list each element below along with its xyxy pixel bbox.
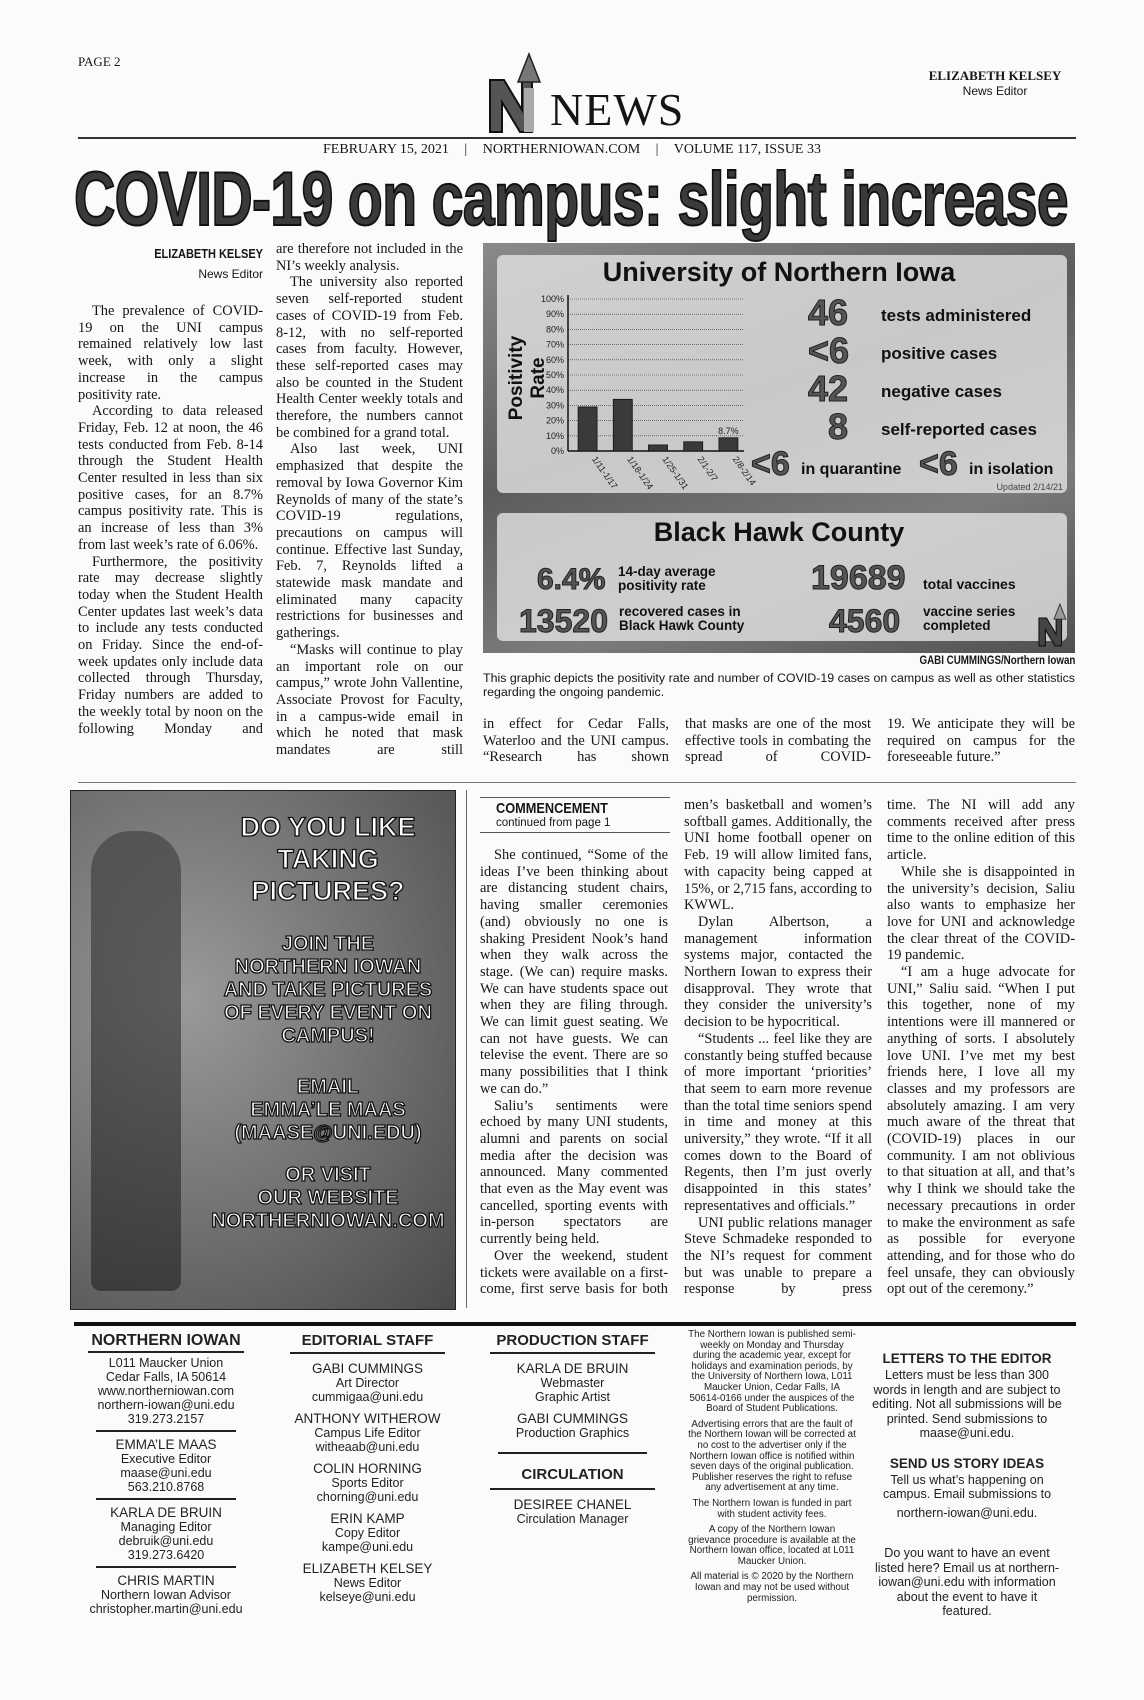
x-tick-label: 2/1-2/7 [695,454,720,484]
y-axis-label: Positivity Rate [506,335,549,421]
section-rule [78,782,1076,783]
paragraph: in effect for Cedar Falls, Waterloo and the UNI campus. “Research has shown [483,716,669,766]
paragraph: Dylan Albertson, a management information systems major, contacted the Northern Iowan to express their disapproval. They wrote that they consider the university’s decision to be hypocritical. [684,913,872,1031]
county-stat-label [619,605,744,633]
paragraph: “Masks will continue to play an important role on our campus,” wrote John Vallentine, Associate Provost for Faculty, in a campus-wide email in which he noted that mask mandates are still [276,641,463,759]
ad-line: EMMA’LE MAAS [250,1099,406,1121]
paragraph: She continued, “Some of the ideas I’ve been thinking about are distancing student chairs, having smaller ceremonies (and) obviously no one is shaking President Nook’s hand when they walk across the stage. (We can) require masks. We can have students space out when they are filing through. We can limit guest seating. We can not have guests. We can televise the event. There are so many possibilities that I think we can do.” [480,847,668,1097]
photographer-recruitment-ad [70,790,456,1310]
x-tick-label: 1/25-1/31 [660,454,691,492]
county-stat-value: 13520 [519,603,608,639]
uni-stat-value: 46 [808,292,849,333]
uni-stat-value: 42 [808,368,849,409]
paragraph: time. The NI will add any comments received after press time to the online edition of this article. [887,797,1075,864]
masthead-rule [78,137,1076,139]
paragraph: “Students ... feel like they are constantly being stuffed because of more important ‘priorities’ that seem to earn more revenue than the total time seniors spend in time and money at this university,” they wrote. “If it all comes down to the Board of Regents, then I’m just overly disappointed in this states’ representatives and officials.” [684,1030,872,1214]
staff-role: Managing Editor [120,1520,212,1534]
fineprint-paragraph: A copy of the Northern Iowan grievance procedure is available at the Northern Iowan office, located at L011 Maucker Union. [688,1524,856,1567]
staff-name: GABI CUMMINGS [516,1411,628,1426]
divider: | [464,142,468,157]
divider [96,1566,236,1568]
event-text: Do you want to have an event listed here? Email us at northern-iowan@uni.edu with information about the event to have it featured. [874,1546,1060,1618]
ad-line: OF EVERY EVENT ON [224,1002,432,1024]
staff-role: Production Graphics [515,1426,630,1440]
article-column-1 [78,303,263,768]
uni-stat-label: negative cases [881,382,1002,401]
website-link[interactable]: www.northerniowan.com [97,1384,235,1398]
staff-role: Executive Editor [120,1452,212,1466]
article-column-4 [685,716,871,768]
ad-line: JOIN THE [281,933,375,955]
ad-line: OUR WEBSITE [257,1187,399,1209]
section-title: NEWS [550,84,685,135]
label-line: 14-day average [618,564,716,579]
fineprint-paragraph: Advertising errors that are the fault of the Northern Iowan will be corrected at no cost to the advertiser only if the Northern Iowan office is notified within seven days of the original publication. Publisher reserves the right to refuse any advertisement at any time. [688,1418,856,1494]
ad-line: CAMPUS! [281,1025,375,1047]
staff-name: KARLA DE BRUIN [110,1505,222,1520]
label-line: recovered cases in [619,604,741,619]
county-stat-label: total vaccines [923,576,1016,592]
commencement-column-2 [684,797,872,1308]
ad-join [201,933,455,1048]
divider [96,1498,236,1500]
address-line: L011 Maucker Union [108,1356,224,1370]
production-title: PRODUCTION STAFF [490,1332,655,1354]
fineprint-paragraph: The Northern Iowan is funded in part with student activity fees. [692,1497,852,1520]
county-stat-value: 19689 [811,559,906,597]
volume-issue: VOLUME 117, ISSUE 33 [673,142,821,157]
y-tick-label: 70% [545,339,564,350]
northern-iowan-logo-icon [488,52,548,134]
ad-line: TAKING [277,844,379,874]
staff-name: GABI CUMMINGS [311,1361,423,1376]
uni-stat-label: positive cases [881,344,998,363]
northern-iowan-logo-icon [1037,603,1071,647]
paragraph: Furthermore, the positivity rate may decrease slightly today when the Student Health Center updates last week’s data to include any tests conducted on Friday. Since the end-of-week updates only include data collected through Thursday, Friday numbers are added to the weekly total by noon on the following Monday and [78,553,263,737]
fineprint-paragraph: All material is © 2020 by the Northern Iowan and may not be used without permission. [690,1571,854,1604]
y-tick-label: 60% [545,354,564,365]
staff-name: ERIN KAMP [330,1511,405,1526]
paragraph: are therefore not included in the NI’s weekly analysis. [276,241,463,274]
uni-stat-label: self-reported cases [881,420,1037,439]
letters-text: Letters must be less than 300 words in length and are subject to editing. Not all submissions will be printed. Send submissions to maase@uni.edu. [872,1368,1062,1440]
x-tick-label: 1/11-1/17 [589,454,620,491]
label-line: vaccine series [923,604,1016,619]
editor-title: News Editor [962,84,1028,98]
divider [498,1452,647,1454]
staff-name: DESIREE CHANEL [513,1497,632,1512]
county-stat-value: 6.4% [537,563,606,596]
uni-stat-value: 8 [828,406,849,447]
y-tick-label: 20% [545,415,564,426]
y-tick-label: 0% [550,446,564,456]
label-line: completed [923,618,991,633]
staff-role: Graphic Artist [534,1390,611,1404]
staff-name: EMMA’LE MAAS [115,1437,217,1452]
staff-role: Art Director [335,1376,400,1390]
ad-website [201,1164,455,1233]
section-logo [488,52,748,134]
staff-name: ELIZABETH KELSEY [302,1561,433,1576]
staff-role: Campus Life Editor [314,1426,421,1440]
page-number: PAGE 2 [78,54,121,69]
y-tick-label: 100% [540,294,564,304]
paragraph: men’s basketball and women’s softball games. Additionally, the UNI home football opener on Feb. 19 will allow limited fans, with capacity being capped at 15%, or 2,715 fans, according to KWWL. [684,797,872,914]
editorial-list [290,1362,445,1604]
photo-credit: GABI CUMMINGS/Northern Iowan [919,655,1075,667]
isolation-value: <6 [919,445,958,483]
ideas-title: SEND US STORY IDEAS [889,1455,1045,1471]
staff-role: Northern Iowan Advisor [101,1588,231,1602]
paragraph: The prevalence of COVID-19 on the UNI campus remained relatively low last week, with only a slight increase in the campus positivity rate. [78,303,263,403]
basketball-player-photo [91,831,181,1291]
staff-role: News Editor [333,1576,402,1590]
paragraph: Also last week, UNI emphasized that despite the removal by Iowa Governor Kim Reynolds of many of the state’s COVID-19 regulations, precautions on campus will continue. Effective last Sunday, Feb. 7, Reynolds lifted a statewide mask mandate and eliminated many capacity restrictions for businesses and gatherings. [276,441,463,642]
graphic-caption: This graphic depicts the positivity rate and number of COVID-19 cases on campus as well as other statistics regarding the ongoing pandemic. [483,671,1075,699]
article-column-5 [887,716,1075,768]
ad-line: NORTHERNIOWAN.COM [211,1210,445,1232]
staff-email[interactable]: debruik@uni.edu [118,1534,214,1548]
paper-contact [88,1332,244,1616]
y-tick-label: 90% [545,309,564,320]
uni-panel-title: University of Northern Iowa [602,257,956,287]
staff-name: CHRIS MARTIN [117,1573,215,1588]
bar [684,442,703,451]
issue-date: FEBRUARY 15, 2021 [323,142,449,157]
email-link[interactable]: northern-iowan@uni.edu [97,1398,235,1412]
editor-credit [910,68,1080,98]
paragraph: “I am a huge advocate for UNI,” Saliu said. “When I put this together, none of my intentions were ill mannered or anything of sorts. I absolutely love UNI. I’ve met my best friends here, I love all my classes and my professors are absolutely amazing. I am very much aware of the threat that (COVID-19) places in our community. I am not oblivious to that situation at all, and that’s why I think we should take the necessary precautions in order to make the environment as safe as possible for everyone attending, and for those who do feel unsafe, they can obviously opt out of the ceremony.” [887,964,1075,1298]
staff-email[interactable]: maase@uni.edu [120,1466,212,1480]
article-column-2 [276,241,463,768]
y-tick-label: 30% [545,400,564,411]
ad-headline [201,811,455,907]
paragraph: The university also reported seven self-reported student cases of COVID-19 from Feb. 8-12, with no self-reported cases from faculty. However, these self-reported cases may also be counted in the Student Health Center weekly totals and therefore, the numbers cannot be combined for a grand total. [276,274,463,441]
divider [96,1430,236,1432]
byline [78,247,263,281]
paragraph: UNI public relations manager Steve Schmadeke responded to the NI’s request for comment but was unable to prepare a response by press [684,1214,872,1298]
divider: | [655,142,659,157]
data-label: 8.7% [718,425,739,436]
paragraph: Over the weekend, student tickets were available on a first-come, first serve basis for both [480,1247,668,1298]
publication-fineprint [688,1330,856,1609]
uni-stat-value: <6 [808,330,850,371]
letters-title: LETTERS TO THE EDITOR [882,1351,1052,1366]
fineprint-paragraph: The Northern Iowan is published semi-weekly on Monday and Thursday during the academic year, except for holidays and examination periods, by the University of Northern Iowa, L011 Maucker Union, Cedar Falls, IA 50614-0166 under the auspices of the Board of Student Publications. [688,1329,856,1415]
bar [649,445,668,451]
ad-email [201,1076,455,1145]
circulation-title: CIRCULATION [490,1466,655,1490]
ad-line: DO YOU LIKE [240,812,416,842]
staff-name: KARLA DE BRUIN [516,1361,629,1376]
kicker-continued: continued from page 1 [496,817,611,829]
paragraph: Saliu’s sentiments were echoed by many UNI students, alumni and parents on social media after the decision was announced. Many commented that even as the May event was cancelled, sporting events with in-person spectators are currently being held. [480,1097,668,1248]
staff-role: Sports Editor [331,1476,404,1490]
bar [578,407,597,451]
ad-line: (MAASE@UNI.EDU) [234,1122,422,1144]
staffbox-rule [74,1322,1076,1326]
county-stat-label [618,565,716,593]
y-tick-label: 80% [545,324,564,335]
ad-line: EMAIL [296,1076,360,1098]
x-tick-label: 2/8-2/14 [730,454,758,488]
staff-role: Copy Editor [334,1526,401,1540]
updated-note: Updated 2/14/21 [996,482,1063,492]
editorial-title: EDITORIAL STAFF [290,1332,445,1354]
staff-email[interactable]: witheaab@uni.edu [315,1440,420,1454]
staff-email[interactable]: kampe@uni.edu [321,1540,414,1554]
quarantine-label: in quarantine [801,461,902,478]
staff-email[interactable]: christopher.martin@uni.edu [89,1602,243,1616]
paper-title: NORTHERN IOWAN [88,1332,244,1353]
reader-submissions [872,1350,1062,1619]
staff-phone: 319.273.6420 [127,1548,205,1562]
staff-role: Webmaster [540,1376,605,1390]
paragraph: According to data released Friday, Feb. 12 at noon, the 46 tests conducted from Feb. 8-14 through the Student Health Center resulted in less than six positive cases, for an 8.7% campus positivity rate. This is an increase of less than 3% from last week’s rate of 6.06%. [78,403,263,553]
ideas-text: Tell us what’s happening on campus. Email submissions to [882,1472,1052,1501]
staff-email[interactable]: cummigaa@uni.edu [311,1390,424,1404]
ad-line: AND TAKE PICTURES [223,979,433,1001]
paragraph: While she is disappointed in the university’s decision, Saliu also wants to emphasize her love for UNI and acknowledge the clear threat of the COVID-19 pandemic. [887,863,1075,964]
commencement-kicker [480,797,670,833]
phone: 319.273.2157 [127,1412,205,1426]
staff-name: COLIN HORNING [313,1461,422,1476]
staff-role: Circulation Manager [516,1512,629,1526]
article-column-3 [483,716,669,768]
production-staff [490,1332,655,1526]
headline: COVID-19 on campus: slight increase [74,157,1068,242]
x-tick-label: 1/18-1/24 [625,454,656,492]
positivity-bar-chart [515,285,765,535]
column-divider [466,790,467,1308]
staff-phone: 563.210.8768 [127,1480,205,1494]
ad-line: NORTHERN IOWAN [234,956,422,978]
label-line: Black Hawk County [619,618,745,633]
paragraph: 19. We anticipate they will be required on campus for the foreseeable future.” [887,716,1075,766]
ad-line: OR VISIT [285,1164,371,1186]
y-tick-label: 40% [545,385,564,396]
dateline [0,142,1144,158]
uni-stat-label: tests administered [881,306,1032,325]
county-panel-title: Black Hawk County [653,517,905,547]
staff-name: ANTHONY WITHEROW [294,1411,441,1426]
byline-name: ELIZABETH KELSEY [154,247,263,261]
covid-infographic [483,243,1075,653]
website-link[interactable]: NORTHERNIOWAN.COM [482,142,641,157]
bar [719,438,738,451]
label-line: positivity rate [618,578,706,593]
ad-line: PICTURES? [251,876,405,906]
ideas-email[interactable]: northern-iowan@uni.edu. [896,1505,1038,1520]
y-tick-label: 10% [545,430,564,441]
editorial-staff [290,1332,445,1604]
county-stat-label [923,605,1015,633]
kicker-title: COMMENCEMENT [496,800,608,817]
quarantine-value: <6 [751,445,790,483]
staff-email[interactable]: chorning@uni.edu [316,1490,419,1504]
paragraph: that masks are one of the most effective tools in combating the spread of COVID- [685,716,871,766]
editor-name: ELIZABETH KELSEY [928,68,1062,83]
commencement-column-1 [480,847,668,1308]
address-line: Cedar Falls, IA 50614 [105,1370,227,1384]
bar [613,399,632,451]
county-stat-value: 4560 [829,603,901,639]
staff-email[interactable]: kelseye@uni.edu [319,1590,416,1604]
y-tick-label: 50% [545,370,564,380]
commencement-column-3 [887,797,1075,1308]
byline-title: News Editor [198,267,263,281]
isolation-label: in isolation [969,461,1054,478]
